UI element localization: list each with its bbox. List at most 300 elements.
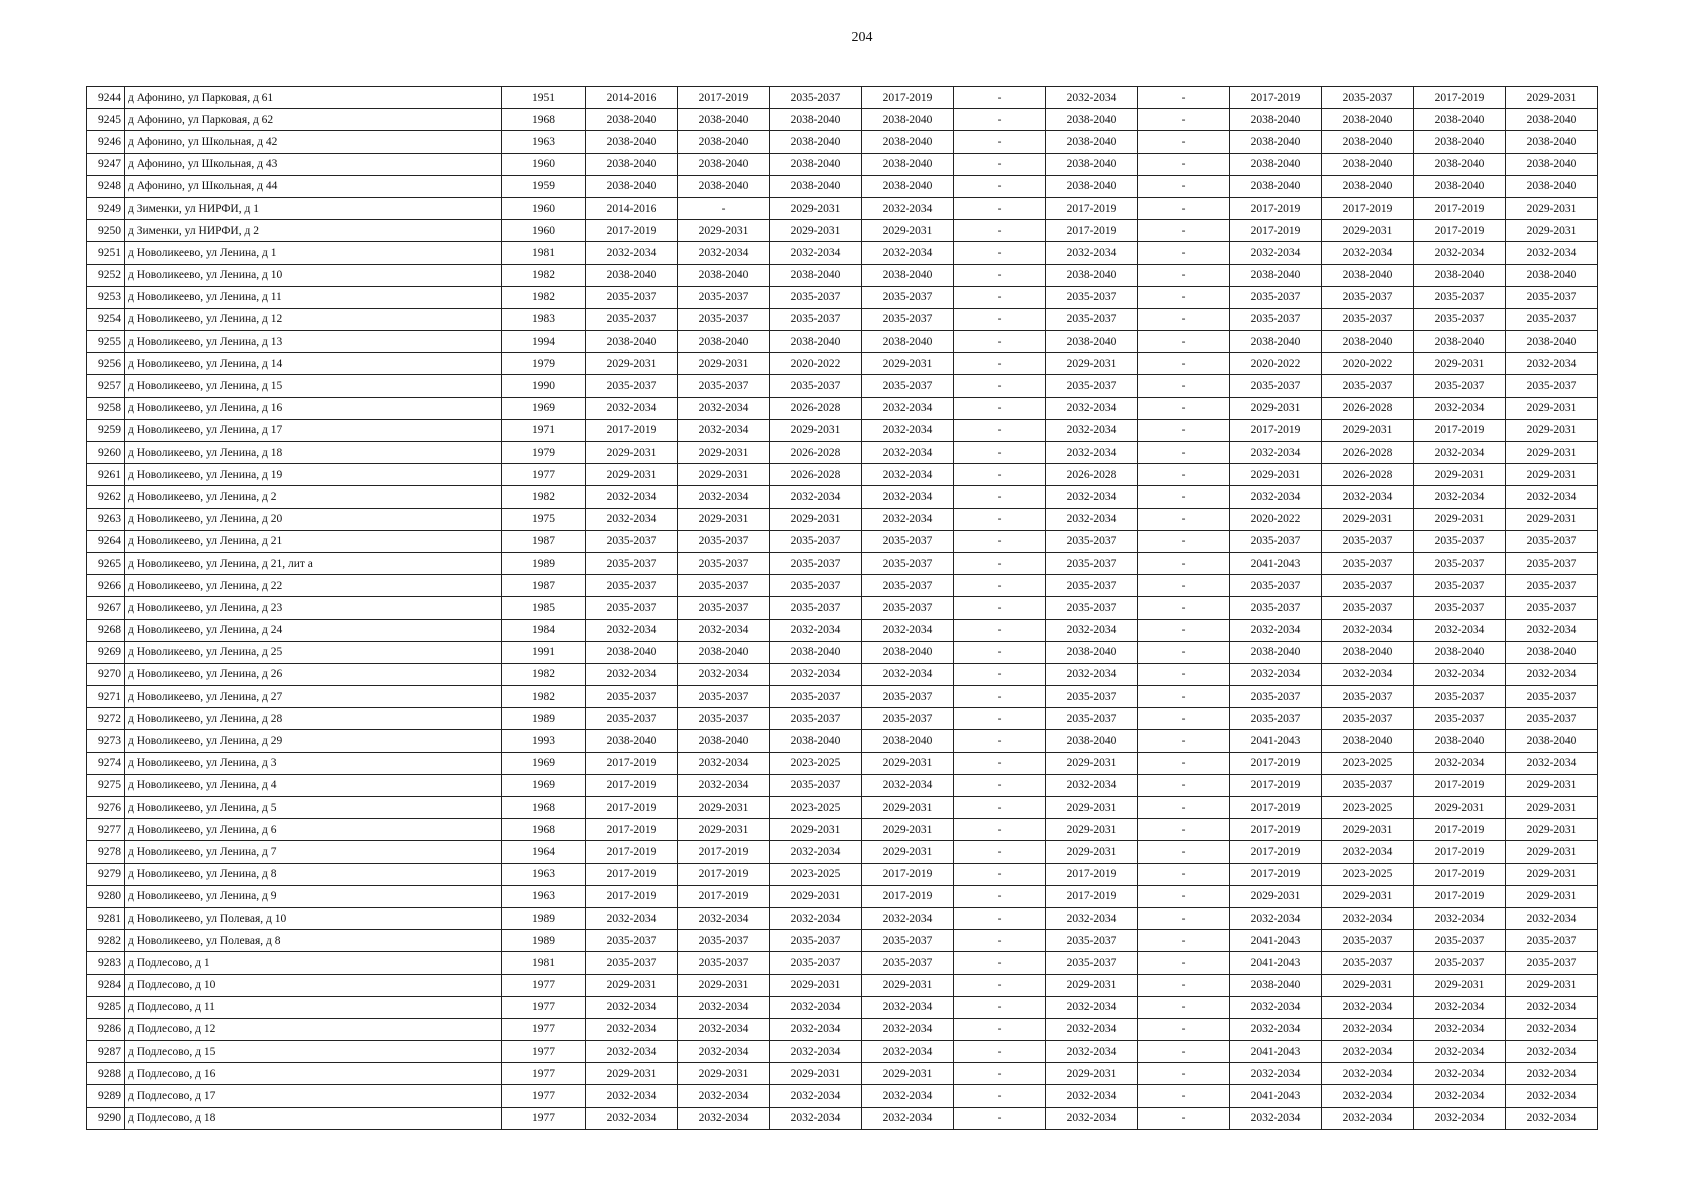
period-cell-4: 2035-2037 bbox=[862, 530, 954, 552]
period-cell-9: 2032-2034 bbox=[1322, 1063, 1414, 1085]
period-cell-8: 2032-2034 bbox=[1230, 1063, 1322, 1085]
period-cell-2: 2032-2034 bbox=[678, 774, 770, 796]
period-cell-5: - bbox=[954, 841, 1046, 863]
period-cell-1: 2038-2040 bbox=[586, 153, 678, 175]
table-row bbox=[87, 353, 1598, 375]
period-cell-4: 2032-2034 bbox=[862, 486, 954, 508]
period-cell-3: 2035-2037 bbox=[770, 87, 862, 109]
period-cell-5: - bbox=[954, 663, 1046, 685]
year-cell: 1969 bbox=[502, 774, 586, 796]
period-cell-5: - bbox=[954, 885, 1046, 907]
period-cell-1: 2029-2031 bbox=[586, 353, 678, 375]
period-cell-1: 2014-2016 bbox=[586, 197, 678, 219]
period-cell-8: 2038-2040 bbox=[1230, 131, 1322, 153]
period-cell-10: 2032-2034 bbox=[1414, 1107, 1506, 1129]
period-cell-10: 2032-2034 bbox=[1414, 242, 1506, 264]
year-cell: 1993 bbox=[502, 730, 586, 752]
period-cell-10: 2035-2037 bbox=[1414, 708, 1506, 730]
period-cell-6: 2038-2040 bbox=[1046, 730, 1138, 752]
period-cell-8: 2041-2043 bbox=[1230, 952, 1322, 974]
period-cell-8: 2017-2019 bbox=[1230, 87, 1322, 109]
table-row bbox=[87, 508, 1598, 530]
row-number-cell: 9252 bbox=[87, 264, 125, 286]
address-cell: д Подлесово, д 17 bbox=[125, 1085, 502, 1107]
period-cell-9: 2029-2031 bbox=[1322, 974, 1414, 996]
year-cell: 1963 bbox=[502, 131, 586, 153]
year-cell: 1981 bbox=[502, 952, 586, 974]
period-cell-6: 2032-2034 bbox=[1046, 1018, 1138, 1040]
period-cell-2: 2038-2040 bbox=[678, 153, 770, 175]
period-cell-4: 2029-2031 bbox=[862, 797, 954, 819]
address-cell: д Новоликеево, ул Ленина, д 2 bbox=[125, 486, 502, 508]
year-cell: 1989 bbox=[502, 708, 586, 730]
period-cell-11: 2029-2031 bbox=[1506, 419, 1598, 441]
period-cell-9: 2026-2028 bbox=[1322, 442, 1414, 464]
period-cell-2: 2038-2040 bbox=[678, 730, 770, 752]
period-cell-9: 2032-2034 bbox=[1322, 907, 1414, 929]
period-cell-7: - bbox=[1138, 1041, 1230, 1063]
period-cell-3: 2029-2031 bbox=[770, 819, 862, 841]
period-cell-2: 2035-2037 bbox=[678, 686, 770, 708]
period-cell-11: 2035-2037 bbox=[1506, 952, 1598, 974]
table-row bbox=[87, 286, 1598, 308]
address-cell: д Новоликеево, ул Полевая, д 8 bbox=[125, 930, 502, 952]
period-cell-8: 2029-2031 bbox=[1230, 397, 1322, 419]
period-cell-4: 2032-2034 bbox=[862, 907, 954, 929]
row-number-cell: 9259 bbox=[87, 419, 125, 441]
period-cell-9: 2029-2031 bbox=[1322, 885, 1414, 907]
period-cell-8: 2032-2034 bbox=[1230, 242, 1322, 264]
row-number-cell: 9270 bbox=[87, 663, 125, 685]
row-number-cell: 9262 bbox=[87, 486, 125, 508]
period-cell-4: 2029-2031 bbox=[862, 752, 954, 774]
row-number-cell: 9257 bbox=[87, 375, 125, 397]
period-cell-6: 2017-2019 bbox=[1046, 863, 1138, 885]
period-cell-7: - bbox=[1138, 552, 1230, 574]
period-cell-9: 2035-2037 bbox=[1322, 530, 1414, 552]
period-cell-10: 2017-2019 bbox=[1414, 419, 1506, 441]
row-number-cell: 9272 bbox=[87, 708, 125, 730]
period-cell-7: - bbox=[1138, 752, 1230, 774]
address-cell: д Новоликеево, ул Ленина, д 1 bbox=[125, 242, 502, 264]
period-cell-11: 2035-2037 bbox=[1506, 708, 1598, 730]
table-row bbox=[87, 175, 1598, 197]
period-cell-2: - bbox=[678, 197, 770, 219]
period-cell-9: 2035-2037 bbox=[1322, 308, 1414, 330]
address-cell: д Афонино, ул Школьная, д 44 bbox=[125, 175, 502, 197]
period-cell-1: 2032-2034 bbox=[586, 242, 678, 264]
period-cell-6: 2032-2034 bbox=[1046, 397, 1138, 419]
period-cell-11: 2035-2037 bbox=[1506, 530, 1598, 552]
period-cell-2: 2035-2037 bbox=[678, 530, 770, 552]
period-cell-5: - bbox=[954, 375, 1046, 397]
period-cell-4: 2035-2037 bbox=[862, 375, 954, 397]
period-cell-2: 2029-2031 bbox=[678, 797, 770, 819]
period-cell-6: 2032-2034 bbox=[1046, 242, 1138, 264]
period-cell-5: - bbox=[954, 419, 1046, 441]
period-cell-2: 2038-2040 bbox=[678, 264, 770, 286]
period-cell-5: - bbox=[954, 686, 1046, 708]
period-cell-11: 2029-2031 bbox=[1506, 442, 1598, 464]
period-cell-11: 2038-2040 bbox=[1506, 175, 1598, 197]
period-cell-8: 2035-2037 bbox=[1230, 708, 1322, 730]
period-cell-3: 2035-2037 bbox=[770, 708, 862, 730]
period-cell-7: - bbox=[1138, 1018, 1230, 1040]
period-cell-8: 2032-2034 bbox=[1230, 1107, 1322, 1129]
period-cell-4: 2032-2034 bbox=[862, 1085, 954, 1107]
period-cell-11: 2029-2031 bbox=[1506, 508, 1598, 530]
period-cell-10: 2038-2040 bbox=[1414, 131, 1506, 153]
address-cell: д Новоликеево, ул Ленина, д 16 bbox=[125, 397, 502, 419]
year-cell: 1977 bbox=[502, 1107, 586, 1129]
period-cell-8: 2017-2019 bbox=[1230, 841, 1322, 863]
period-cell-9: 2038-2040 bbox=[1322, 153, 1414, 175]
period-cell-6: 2038-2040 bbox=[1046, 264, 1138, 286]
page-number: 204 bbox=[851, 30, 873, 45]
table-row bbox=[87, 242, 1598, 264]
period-cell-1: 2032-2034 bbox=[586, 663, 678, 685]
period-cell-6: 2035-2037 bbox=[1046, 552, 1138, 574]
period-cell-3: 2023-2025 bbox=[770, 863, 862, 885]
period-cell-3: 2026-2028 bbox=[770, 464, 862, 486]
row-number-cell: 9269 bbox=[87, 641, 125, 663]
period-cell-4: 2032-2034 bbox=[862, 464, 954, 486]
period-cell-8: 2038-2040 bbox=[1230, 641, 1322, 663]
period-cell-9: 2023-2025 bbox=[1322, 752, 1414, 774]
period-cell-4: 2035-2037 bbox=[862, 597, 954, 619]
period-cell-5: - bbox=[954, 597, 1046, 619]
period-cell-9: 2023-2025 bbox=[1322, 863, 1414, 885]
period-cell-10: 2017-2019 bbox=[1414, 885, 1506, 907]
period-cell-1: 2035-2037 bbox=[586, 375, 678, 397]
table-row bbox=[87, 575, 1598, 597]
period-cell-11: 2035-2037 bbox=[1506, 597, 1598, 619]
address-cell: д Новоликеево, ул Ленина, д 6 bbox=[125, 819, 502, 841]
period-cell-5: - bbox=[954, 286, 1046, 308]
period-cell-4: 2038-2040 bbox=[862, 175, 954, 197]
table-row bbox=[87, 841, 1598, 863]
period-cell-6: 2038-2040 bbox=[1046, 331, 1138, 353]
year-cell: 1989 bbox=[502, 907, 586, 929]
period-cell-9: 2032-2034 bbox=[1322, 841, 1414, 863]
row-number-cell: 9256 bbox=[87, 353, 125, 375]
period-cell-8: 2041-2043 bbox=[1230, 930, 1322, 952]
period-cell-3: 2023-2025 bbox=[770, 797, 862, 819]
period-cell-6: 2035-2037 bbox=[1046, 930, 1138, 952]
year-cell: 1977 bbox=[502, 996, 586, 1018]
period-cell-9: 2035-2037 bbox=[1322, 87, 1414, 109]
table-row bbox=[87, 641, 1598, 663]
period-cell-1: 2035-2037 bbox=[586, 930, 678, 952]
address-cell: д Новоликеево, ул Ленина, д 29 bbox=[125, 730, 502, 752]
period-cell-2: 2029-2031 bbox=[678, 1063, 770, 1085]
year-cell: 1985 bbox=[502, 597, 586, 619]
period-cell-1: 2035-2037 bbox=[586, 575, 678, 597]
period-cell-3: 2029-2031 bbox=[770, 885, 862, 907]
period-cell-5: - bbox=[954, 175, 1046, 197]
period-cell-1: 2035-2037 bbox=[586, 597, 678, 619]
period-cell-10: 2038-2040 bbox=[1414, 264, 1506, 286]
period-cell-7: - bbox=[1138, 597, 1230, 619]
period-cell-1: 2038-2040 bbox=[586, 131, 678, 153]
period-cell-5: - bbox=[954, 774, 1046, 796]
row-number-cell: 9278 bbox=[87, 841, 125, 863]
period-cell-11: 2035-2037 bbox=[1506, 375, 1598, 397]
address-cell: д Новоликеево, ул Ленина, д 8 bbox=[125, 863, 502, 885]
period-cell-3: 2023-2025 bbox=[770, 752, 862, 774]
period-cell-2: 2035-2037 bbox=[678, 552, 770, 574]
period-cell-9: 2032-2034 bbox=[1322, 1107, 1414, 1129]
period-cell-2: 2035-2037 bbox=[678, 308, 770, 330]
period-cell-7: - bbox=[1138, 486, 1230, 508]
period-cell-11: 2032-2034 bbox=[1506, 242, 1598, 264]
period-cell-8: 2041-2043 bbox=[1230, 552, 1322, 574]
period-cell-9: 2035-2037 bbox=[1322, 774, 1414, 796]
period-cell-6: 2029-2031 bbox=[1046, 353, 1138, 375]
period-cell-4: 2029-2031 bbox=[862, 1063, 954, 1085]
table-row bbox=[87, 597, 1598, 619]
period-cell-7: - bbox=[1138, 220, 1230, 242]
address-cell: д Новоликеево, ул Ленина, д 12 bbox=[125, 308, 502, 330]
period-cell-3: 2026-2028 bbox=[770, 397, 862, 419]
period-cell-9: 2035-2037 bbox=[1322, 708, 1414, 730]
period-cell-5: - bbox=[954, 863, 1046, 885]
period-cell-9: 2032-2034 bbox=[1322, 1041, 1414, 1063]
period-cell-1: 2032-2034 bbox=[586, 619, 678, 641]
period-cell-4: 2032-2034 bbox=[862, 996, 954, 1018]
period-cell-3: 2035-2037 bbox=[770, 952, 862, 974]
period-cell-7: - bbox=[1138, 331, 1230, 353]
table-row bbox=[87, 375, 1598, 397]
period-cell-8: 2035-2037 bbox=[1230, 575, 1322, 597]
period-cell-5: - bbox=[954, 353, 1046, 375]
period-cell-4: 2038-2040 bbox=[862, 641, 954, 663]
period-cell-3: 2032-2034 bbox=[770, 996, 862, 1018]
year-cell: 1987 bbox=[502, 530, 586, 552]
period-cell-9: 2032-2034 bbox=[1322, 619, 1414, 641]
period-cell-11: 2032-2034 bbox=[1506, 663, 1598, 685]
period-cell-4: 2038-2040 bbox=[862, 264, 954, 286]
period-cell-6: 2038-2040 bbox=[1046, 641, 1138, 663]
address-cell: д Новоликеево, ул Ленина, д 24 bbox=[125, 619, 502, 641]
period-cell-3: 2020-2022 bbox=[770, 353, 862, 375]
period-cell-11: 2032-2034 bbox=[1506, 1041, 1598, 1063]
row-number-cell: 9266 bbox=[87, 575, 125, 597]
period-cell-11: 2032-2034 bbox=[1506, 353, 1598, 375]
row-number-cell: 9274 bbox=[87, 752, 125, 774]
period-cell-9: 2026-2028 bbox=[1322, 397, 1414, 419]
period-cell-4: 2035-2037 bbox=[862, 308, 954, 330]
period-cell-1: 2035-2037 bbox=[586, 708, 678, 730]
period-cell-11: 2029-2031 bbox=[1506, 974, 1598, 996]
period-cell-4: 2029-2031 bbox=[862, 841, 954, 863]
address-cell: д Новоликеево, ул Ленина, д 18 bbox=[125, 442, 502, 464]
year-cell: 1963 bbox=[502, 863, 586, 885]
period-cell-2: 2032-2034 bbox=[678, 752, 770, 774]
address-cell: д Новоликеево, ул Ленина, д 5 bbox=[125, 797, 502, 819]
period-cell-9: 2032-2034 bbox=[1322, 1085, 1414, 1107]
period-cell-1: 2029-2031 bbox=[586, 442, 678, 464]
period-cell-2: 2029-2031 bbox=[678, 220, 770, 242]
period-cell-10: 2038-2040 bbox=[1414, 109, 1506, 131]
period-cell-1: 2038-2040 bbox=[586, 730, 678, 752]
period-cell-10: 2029-2031 bbox=[1414, 974, 1506, 996]
period-cell-3: 2038-2040 bbox=[770, 641, 862, 663]
period-cell-1: 2035-2037 bbox=[586, 286, 678, 308]
year-cell: 1979 bbox=[502, 353, 586, 375]
period-cell-4: 2017-2019 bbox=[862, 863, 954, 885]
period-cell-7: - bbox=[1138, 1085, 1230, 1107]
period-cell-9: 2038-2040 bbox=[1322, 641, 1414, 663]
year-cell: 1968 bbox=[502, 797, 586, 819]
period-cell-8: 2017-2019 bbox=[1230, 797, 1322, 819]
year-cell: 1984 bbox=[502, 619, 586, 641]
period-cell-9: 2032-2034 bbox=[1322, 996, 1414, 1018]
period-cell-3: 2035-2037 bbox=[770, 552, 862, 574]
housing-register-table bbox=[86, 86, 1598, 1130]
table-row bbox=[87, 774, 1598, 796]
period-cell-5: - bbox=[954, 464, 1046, 486]
period-cell-8: 2035-2037 bbox=[1230, 375, 1322, 397]
period-cell-1: 2017-2019 bbox=[586, 797, 678, 819]
table-row bbox=[87, 1085, 1598, 1107]
period-cell-2: 2032-2034 bbox=[678, 663, 770, 685]
period-cell-5: - bbox=[954, 1085, 1046, 1107]
period-cell-3: 2032-2034 bbox=[770, 663, 862, 685]
period-cell-5: - bbox=[954, 197, 1046, 219]
table-row bbox=[87, 952, 1598, 974]
period-cell-8: 2041-2043 bbox=[1230, 730, 1322, 752]
period-cell-2: 2035-2037 bbox=[678, 286, 770, 308]
period-cell-7: - bbox=[1138, 885, 1230, 907]
period-cell-2: 2017-2019 bbox=[678, 885, 770, 907]
address-cell: д Новоликеево, ул Ленина, д 11 bbox=[125, 286, 502, 308]
table-row bbox=[87, 1041, 1598, 1063]
period-cell-3: 2032-2034 bbox=[770, 486, 862, 508]
address-cell: д Новоликеево, ул Ленина, д 25 bbox=[125, 641, 502, 663]
period-cell-11: 2032-2034 bbox=[1506, 1063, 1598, 1085]
period-cell-11: 2038-2040 bbox=[1506, 109, 1598, 131]
period-cell-6: 2035-2037 bbox=[1046, 952, 1138, 974]
period-cell-5: - bbox=[954, 930, 1046, 952]
period-cell-9: 2020-2022 bbox=[1322, 353, 1414, 375]
period-cell-9: 2035-2037 bbox=[1322, 286, 1414, 308]
period-cell-11: 2029-2031 bbox=[1506, 774, 1598, 796]
period-cell-5: - bbox=[954, 730, 1046, 752]
period-cell-9: 2035-2037 bbox=[1322, 575, 1414, 597]
period-cell-4: 2035-2037 bbox=[862, 952, 954, 974]
period-cell-3: 2029-2031 bbox=[770, 508, 862, 530]
period-cell-11: 2035-2037 bbox=[1506, 686, 1598, 708]
period-cell-11: 2029-2031 bbox=[1506, 797, 1598, 819]
period-cell-4: 2017-2019 bbox=[862, 885, 954, 907]
period-cell-9: 2038-2040 bbox=[1322, 131, 1414, 153]
row-number-cell: 9277 bbox=[87, 819, 125, 841]
period-cell-1: 2038-2040 bbox=[586, 331, 678, 353]
period-cell-1: 2017-2019 bbox=[586, 885, 678, 907]
period-cell-2: 2035-2037 bbox=[678, 952, 770, 974]
period-cell-10: 2035-2037 bbox=[1414, 930, 1506, 952]
address-cell: д Новоликеево, ул Ленина, д 14 bbox=[125, 353, 502, 375]
period-cell-7: - bbox=[1138, 663, 1230, 685]
period-cell-11: 2038-2040 bbox=[1506, 730, 1598, 752]
period-cell-4: 2032-2034 bbox=[862, 508, 954, 530]
period-cell-2: 2032-2034 bbox=[678, 996, 770, 1018]
year-cell: 1968 bbox=[502, 109, 586, 131]
period-cell-2: 2032-2034 bbox=[678, 419, 770, 441]
period-cell-5: - bbox=[954, 708, 1046, 730]
period-cell-7: - bbox=[1138, 131, 1230, 153]
period-cell-11: 2038-2040 bbox=[1506, 153, 1598, 175]
period-cell-9: 2038-2040 bbox=[1322, 331, 1414, 353]
table-row bbox=[87, 331, 1598, 353]
row-number-cell: 9254 bbox=[87, 308, 125, 330]
period-cell-9: 2032-2034 bbox=[1322, 1018, 1414, 1040]
period-cell-4: 2035-2037 bbox=[862, 552, 954, 574]
period-cell-1: 2017-2019 bbox=[586, 863, 678, 885]
period-cell-6: 2032-2034 bbox=[1046, 442, 1138, 464]
row-number-cell: 9260 bbox=[87, 442, 125, 464]
row-number-cell: 9261 bbox=[87, 464, 125, 486]
period-cell-9: 2035-2037 bbox=[1322, 552, 1414, 574]
period-cell-6: 2017-2019 bbox=[1046, 197, 1138, 219]
year-cell: 1960 bbox=[502, 220, 586, 242]
period-cell-2: 2035-2037 bbox=[678, 708, 770, 730]
period-cell-11: 2029-2031 bbox=[1506, 464, 1598, 486]
period-cell-10: 2032-2034 bbox=[1414, 1063, 1506, 1085]
period-cell-7: - bbox=[1138, 708, 1230, 730]
address-cell: д Новоликеево, ул Ленина, д 9 bbox=[125, 885, 502, 907]
table-row bbox=[87, 264, 1598, 286]
period-cell-1: 2017-2019 bbox=[586, 752, 678, 774]
period-cell-2: 2038-2040 bbox=[678, 175, 770, 197]
period-cell-1: 2035-2037 bbox=[586, 308, 678, 330]
period-cell-10: 2017-2019 bbox=[1414, 220, 1506, 242]
period-cell-11: 2032-2034 bbox=[1506, 486, 1598, 508]
period-cell-9: 2035-2037 bbox=[1322, 952, 1414, 974]
period-cell-9: 2029-2031 bbox=[1322, 508, 1414, 530]
period-cell-5: - bbox=[954, 907, 1046, 929]
year-cell: 1989 bbox=[502, 930, 586, 952]
period-cell-11: 2029-2031 bbox=[1506, 197, 1598, 219]
period-cell-5: - bbox=[954, 1018, 1046, 1040]
period-cell-3: 2032-2034 bbox=[770, 242, 862, 264]
row-number-cell: 9268 bbox=[87, 619, 125, 641]
period-cell-9: 2017-2019 bbox=[1322, 197, 1414, 219]
address-cell: д Новоликеево, ул Ленина, д 21 bbox=[125, 530, 502, 552]
address-cell: д Новоликеево, ул Ленина, д 3 bbox=[125, 752, 502, 774]
period-cell-9: 2029-2031 bbox=[1322, 419, 1414, 441]
period-cell-3: 2035-2037 bbox=[770, 930, 862, 952]
table-row bbox=[87, 907, 1598, 929]
period-cell-9: 2029-2031 bbox=[1322, 819, 1414, 841]
row-number-cell: 9247 bbox=[87, 153, 125, 175]
year-cell: 1983 bbox=[502, 308, 586, 330]
period-cell-11: 2029-2031 bbox=[1506, 220, 1598, 242]
period-cell-9: 2026-2028 bbox=[1322, 464, 1414, 486]
year-cell: 1979 bbox=[502, 442, 586, 464]
period-cell-10: 2017-2019 bbox=[1414, 197, 1506, 219]
period-cell-1: 2032-2034 bbox=[586, 1041, 678, 1063]
address-cell: д Новоликеево, ул Полевая, д 10 bbox=[125, 907, 502, 929]
address-cell: д Афонино, ул Парковая, д 62 bbox=[125, 109, 502, 131]
period-cell-2: 2032-2034 bbox=[678, 1107, 770, 1129]
period-cell-11: 2035-2037 bbox=[1506, 308, 1598, 330]
period-cell-10: 2035-2037 bbox=[1414, 552, 1506, 574]
period-cell-10: 2035-2037 bbox=[1414, 686, 1506, 708]
period-cell-8: 2020-2022 bbox=[1230, 508, 1322, 530]
address-cell: д Подлесово, д 15 bbox=[125, 1041, 502, 1063]
